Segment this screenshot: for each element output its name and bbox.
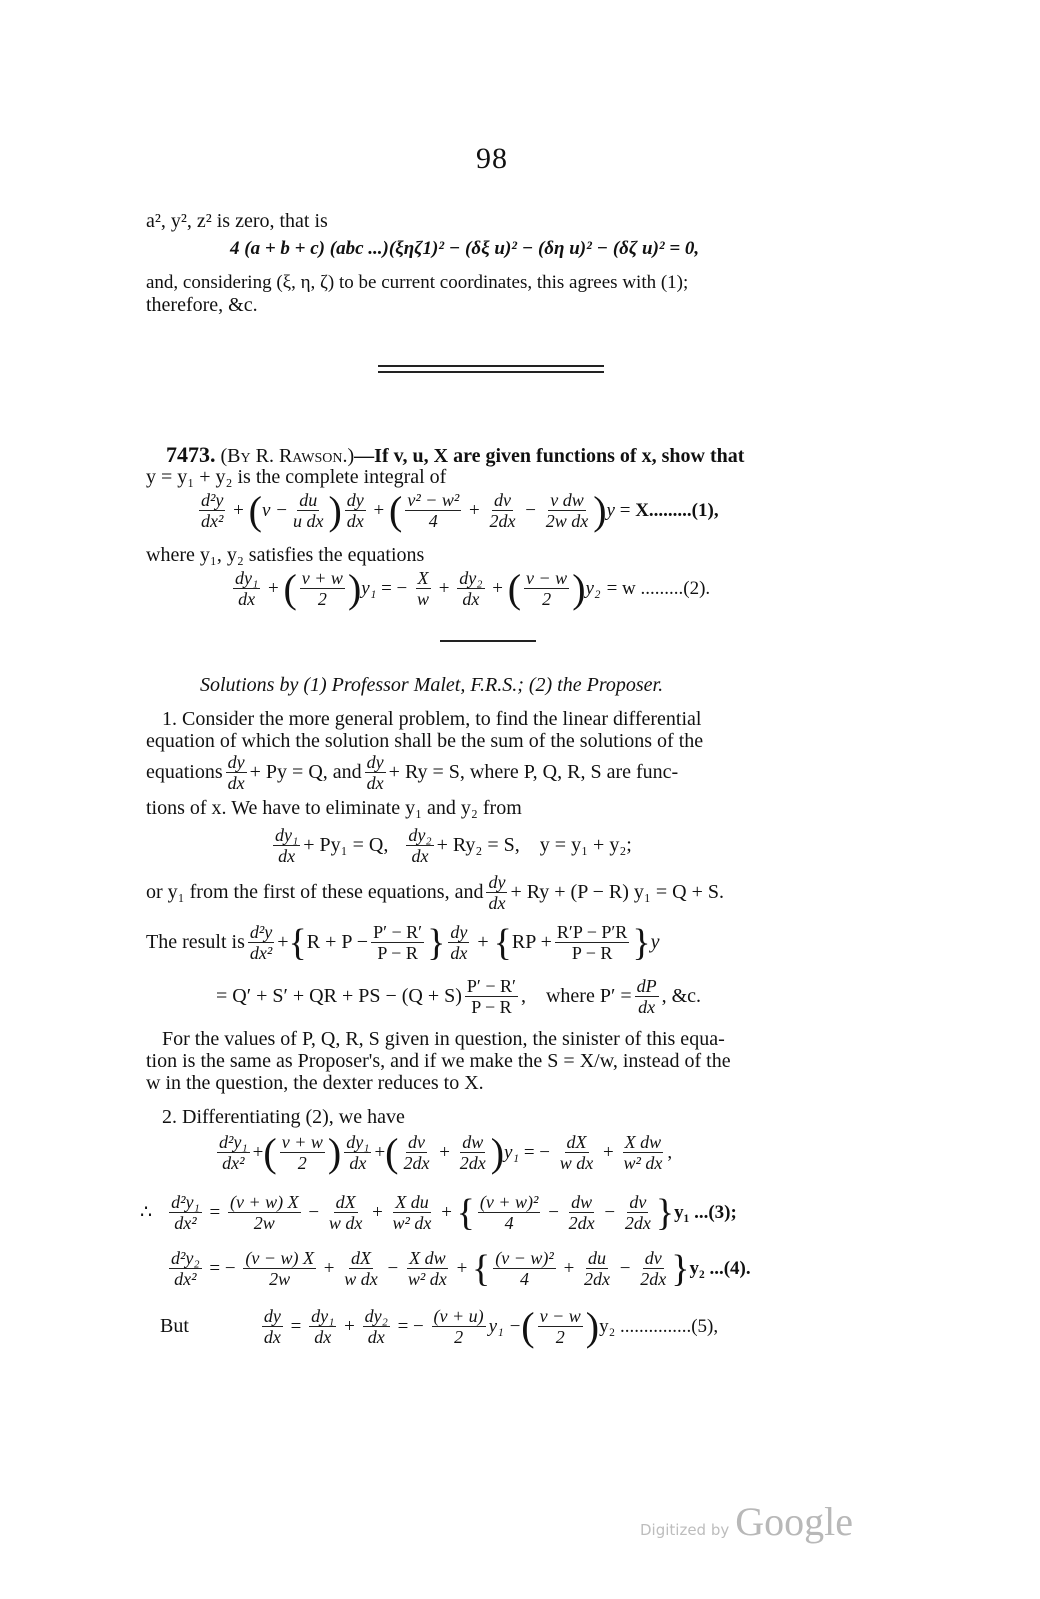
double-rule-bottom <box>378 371 604 373</box>
equation-5-label: y₂ ...............(5), <box>599 1315 719 1337</box>
equation-4-label: y₂ ...(4). <box>689 1257 751 1279</box>
or-line-a: or y₁ from the first of these equations, and <box>146 881 484 903</box>
para1-line1: 1. Consider the more general problem, to find the linear differential <box>162 708 702 730</box>
where-text: where y₁, y₂ satisfies the equations <box>146 544 425 566</box>
short-rule <box>440 640 536 642</box>
google-logo: Google <box>735 1499 854 1544</box>
equation-1: $\frac{\text{d²y}}{\text{dx²}}$ + ( v − $\frac{du}{\text{u dx}}$ ) $\frac{dy}{dx}$ + ( $\frac{\text{v² − w²}}{4}$ + $\frac{dv}{2dx}$ − $\frac{\text{v dw}}{\text{2w dx}}$ ) y = X.........(1), <box>201 487 719 533</box>
result-line: The result is $\frac{\text{d²y}}{\text{dx²}}$ + { R + P − $\frac{P' - R'}{P - R}$ } $\frac{dy}{dx}$ + { RP + $\frac{R'P - P'R}{P - R}$ } y <box>146 921 660 964</box>
elimination-equations: $\frac{\text{dy₁}}{dx}$ + Py₁ = Q, $\frac{\text{dy₂}}{dx}$ + Ry₂ = S, y = y₁ + y₂; <box>275 825 632 866</box>
question-header <box>166 444 744 467</box>
question-number: 7473. <box>166 442 216 467</box>
result-rhs: = Q′ + S′ + QR + PS − (Q + S) <box>216 985 462 1007</box>
equation-2-label: = w .........(2). <box>606 577 711 599</box>
para3-line1: 2. Differentiating (2), we have <box>162 1106 405 1128</box>
equation-3-label: y₁ ...(3); <box>674 1201 737 1223</box>
result-label: The result is <box>146 931 245 953</box>
differentiated-equation: $\frac{\text{d²y₁}}{\text{dx²}}$ + ( $\frac{v + w}{2}$ ) $\frac{\text{dy₁}}{dx}$ + ( $\frac{dv}{2dx}$ + $\frac{dw}{2dx}$ ) y₁ = − $\frac{dX}{\text{w dx}}$ + $\frac{\text{X dw}}{\text{w² dx}}$ , <box>219 1129 673 1175</box>
etc: , &c. <box>661 985 702 1007</box>
para1-line3a: equations <box>146 761 223 783</box>
equation-1-label: X.........(1), <box>635 499 719 521</box>
or-line-b: + Ry + (P − R) y₁ = Q + S. <box>510 881 724 903</box>
intro-line-1: a², y², z² is zero, that is <box>146 210 328 232</box>
intro-line-2: and, considering (ξ, η, ζ) to be current coordinates, this agrees with (1); <box>146 272 689 293</box>
equation-4: $\frac{\text{d²y₂}}{\text{dx²}}$ = − $\frac{(v - w) X}{2w}$ + $\frac{dX}{\text{w dx}}$ − $\frac{\text{X dw}}{\text{w² dx}}$ + { $\frac{\text{(v − w)²}}{4}$ + $\frac{du}{2dx}$ − $\frac{dv}{2dx}$ } y₂ ...(4). <box>171 1247 751 1290</box>
result-rhs-line: = Q′ + S′ + QR + PS − (Q + S) $\frac{P' - R'}{P - R}$ , where P′ = $\frac{dP}{dx}$ , &c. <box>216 976 702 1017</box>
or-line: or y₁ from the first of these equations, and $\frac{dy}{dx}$ + Ry + (P − R) y₁ = Q + S. <box>146 872 724 913</box>
para1-line3: equations $\frac{dy}{dx}$ + Py = Q, and $\frac{dy}{dx}$ + Ry = S, where P, Q, R, S are func- <box>146 752 679 793</box>
page-number: 98 <box>476 142 508 175</box>
question-text-1: —If v, u, X are given functions of x, show that <box>354 445 745 467</box>
solutions-heading: Solutions by (1) Professor Malet, F.R.S.; (2) the Proposer. <box>200 674 664 696</box>
para2-line2: tion is the same as Proposer's, and if we make the S = X/w, instead of the <box>146 1050 731 1072</box>
where-p: where P′ = <box>545 985 632 1007</box>
but-label: But <box>160 1315 189 1337</box>
question-byline: (By R. Rawson.) <box>220 445 355 467</box>
para1-line2: equation of which the solution shall be the sum of the solutions of the <box>146 730 704 752</box>
question-text-2: y = y₁ + y₂ is the complete integral of <box>146 466 447 488</box>
intro-line-3: therefore, &c. <box>146 294 258 316</box>
equation-2: $\frac{\text{dy₁}}{dx}$ + ( $\frac{v + w}{2}$ ) y₁ = − $\frac{X}{w}$ + $\frac{\text{dy₂}}{dx}$ + ( $\frac{v - w}{2}$ ) y₂ = w .........(2). <box>235 565 711 611</box>
para1-line3c: + Ry = S, where P, Q, R, S are func- <box>388 761 679 783</box>
therefore-symbol: ∴ <box>140 1202 153 1223</box>
digitized-watermark <box>640 1498 853 1545</box>
double-rule-top <box>378 365 604 367</box>
para2-line3: w in the question, the dexter reduces to X. <box>146 1072 484 1094</box>
intro-formula: 4 (a + b + c) (abc ...)(ξηζ1)² − (δξ u)² − (δη u)² − (δζ u)² = 0, <box>230 238 700 259</box>
equation-5: But $\frac{dy}{dx}$ = $\frac{\text{dy₁}}{dx}$ + $\frac{\text{dy₂}}{dx}$ = − $\frac{(v + u)}{2}$ y₁ − ( $\frac{v - w}{2}$ ) y₂ ...............(5), <box>160 1303 719 1349</box>
watermark-prefix: Digitized by <box>640 1521 730 1539</box>
para1-line3b: + Py = Q, and <box>249 761 362 783</box>
para1-line4: tions of x. We have to eliminate y₁ and y₂ from <box>146 797 522 819</box>
equation-3: ∴ $\frac{\text{d²y₁}}{\text{dx²}}$ = $\frac{(v + w) X}{2w}$ − $\frac{dX}{\text{w dx}}$ + $\frac{\text{X du}}{\text{w² dx}}$ + { $\frac{\text{(v + w)²}}{4}$ − $\frac{dw}{2dx}$ − $\frac{dv}{2dx}$ } y₁ ...(3); <box>140 1191 737 1234</box>
para2-line1: For the values of P, Q, R, S given in question, the sinister of this equa- <box>162 1028 725 1050</box>
